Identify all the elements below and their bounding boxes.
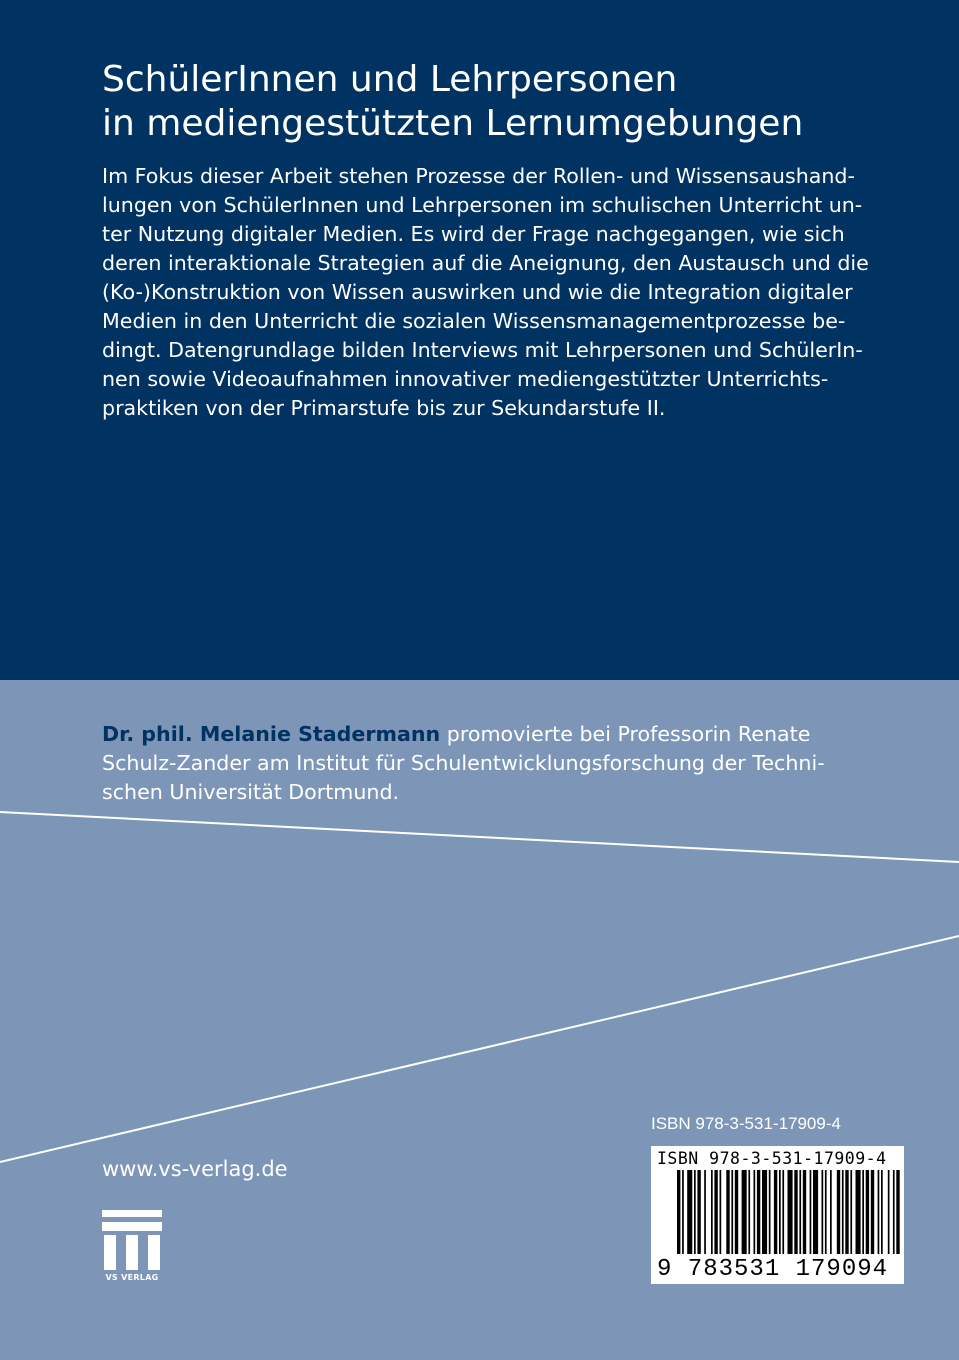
book-title (102, 58, 922, 146)
publisher-website[interactable]: www.vs-verlag.de (102, 1157, 288, 1181)
abstract-line: dingt. Datengrundlage bilden Interviews mit Lehrpersonen und SchülerIn- (102, 338, 863, 362)
author-bio-line-1 (102, 720, 842, 749)
abstract-line: nen sowie Videoaufnahmen innovativer mediengestützter Unterrichts- (102, 367, 829, 391)
barcode-number: 9 783531 179094 (657, 1256, 889, 1283)
barcode (651, 1146, 904, 1284)
abstract-line: Medien in den Unterricht die sozialen Wissensmanagementprozesse be- (102, 309, 846, 333)
author-name: Dr. phil. Melanie Stadermann (102, 722, 441, 746)
abstract-line: Im Fokus dieser Arbeit stehen Prozesse der Rollen- und Wissensaushand- (102, 164, 855, 188)
isbn-label: ISBN 978-3-531-17909-4 (651, 1114, 841, 1133)
decor-line-upper (0, 812, 959, 862)
abstract-line: (Ko-)Konstruktion von Wissen auswirken und wie die Integration digitaler (102, 280, 853, 304)
author-bio-line-3: schen Universität Dortmund. (102, 780, 400, 804)
title-line-2: in mediengestützten Lernumgebungen (102, 103, 804, 144)
author-bio-line-2: Schulz-Zander am Institut für Schulentwicklungsforschung der Techni- (102, 751, 825, 775)
title-line-1: SchülerInnen und Lehrpersonen (102, 59, 678, 100)
barcode-isbn-text: ISBN 978-3-531-17909-4 (657, 1149, 887, 1168)
author-bio (102, 720, 842, 807)
abstract-line: praktiken von der Primarstufe bis zur Sekundarstufe II. (102, 396, 666, 420)
author-bio-text: promovierte bei Professorin Renate (440, 722, 811, 746)
abstract-text (102, 162, 869, 423)
abstract-line: lungen von SchülerInnen und Lehrpersonen im schulischen Unterricht un- (102, 193, 863, 217)
abstract-line: deren interaktionale Strategien auf die Aneignung, den Austausch und die (102, 251, 869, 275)
abstract-line: ter Nutzung digitaler Medien. Es wird der Frage nachgegangen, wie sich (102, 222, 845, 246)
publisher-logo-text: VS VERLAG (105, 1273, 159, 1282)
